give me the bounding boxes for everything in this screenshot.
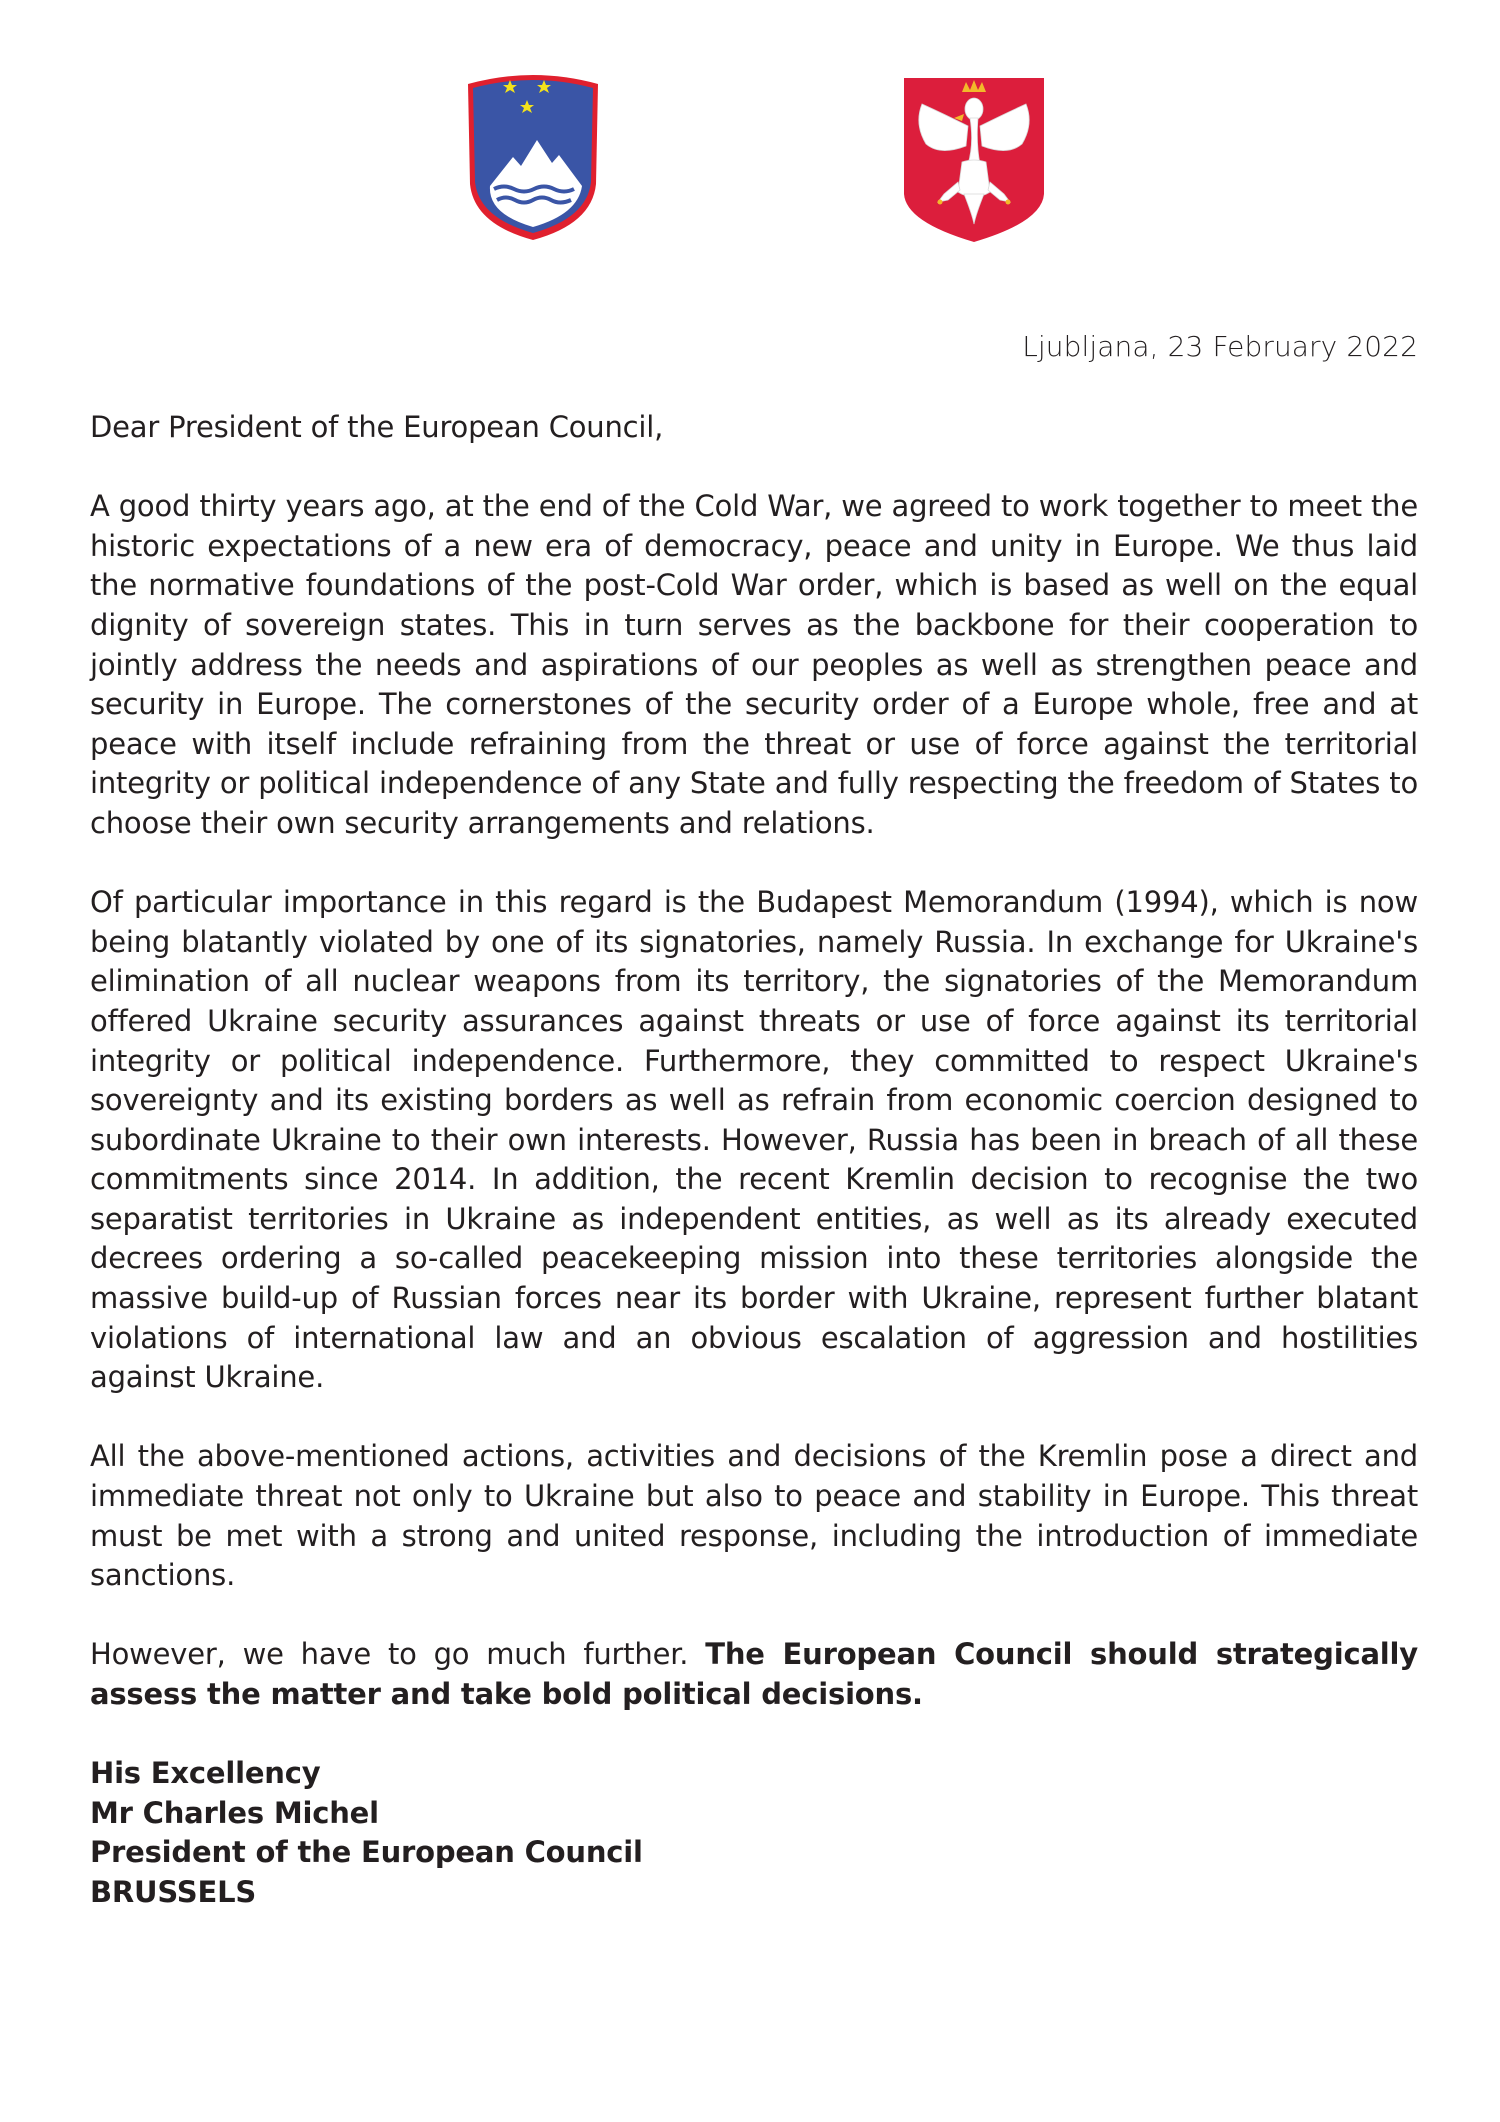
addressee-line-1: His Excellency — [90, 1756, 321, 1791]
place-and-date: Ljubljana, 23 February 2022 — [1022, 330, 1418, 363]
paragraph-3: All the above-mentioned actions, activities and decisions of the Kremlin pose a direct and immediate threat not only to Ukraine but also to peace and stability in Europe. This threat must be met with a strong and united response, including the introduction of immediate sanctions. — [90, 1439, 1418, 1593]
addressee-block — [90, 1754, 1418, 1912]
addressee-line-3: President of the European Council — [90, 1835, 643, 1870]
poland-coat-of-arms-icon — [904, 74, 1044, 244]
slovenia-coat-of-arms-icon — [464, 74, 602, 244]
paragraph-2: Of particular importance in this regard is the Budapest Memorandum (1994), which is now being blatantly violated by one of its signatories, namely Russia. In exchange for Ukraine's elimination of all nuclear weapons from its territory, the signatories of the Memorandum offered Ukraine security assurances against threats or use of force against its territorial integrity or political independence. Furthermore, they committed to respect Ukraine's sovereignty and its existing borders as well as refrain from economic coercion designed to subordinate Ukraine to their own interests. However, Russia has been in breach of all these commitments since 2014. In addition, the recent Kremlin decision to recognise the two separatist territories in Ukraine as independent entities, as well as its already executed decrees ordering a so-called peacekeeping mission into these territories alongside the massive build-up of Russian forces near its border with Ukraine, represent further blatant violations of international law and an obvious escalation of aggression and hostilities against Ukraine. — [90, 885, 1418, 1395]
paragraph-1: A good thirty years ago, at the end of the Cold War, we agreed to work together to meet the historic expectations of a new era of democracy, peace and unity in Europe. We thus laid the normative foundations of the post-Cold War order, which is based as well on the equal dignity of sovereign states. This in turn serves as the backbone for their cooperation to jointly address the needs and aspirations of our peoples as well as strengthen peace and security in Europe. The cornerstones of the security order of a Europe whole, free and at peace with itself include refraining from the threat or use of force against the territorial integrity or political independence of any State and fully respecting the freedom of States to choose their own security arrangements and relations. — [90, 489, 1418, 840]
closing-regular-text: However, we have to go much further. — [90, 1637, 706, 1672]
salutation: Dear President of the European Council, — [90, 410, 664, 444]
letter-body — [90, 408, 1418, 1913]
closing-bold-text: The European Council should strategically assess the matter and take bold political decisions. — [90, 1637, 1418, 1711]
addressee-line-2: Mr Charles Michel — [90, 1795, 379, 1830]
closing-paragraph — [90, 1635, 1418, 1714]
addressee-line-4: BRUSSELS — [90, 1874, 257, 1909]
